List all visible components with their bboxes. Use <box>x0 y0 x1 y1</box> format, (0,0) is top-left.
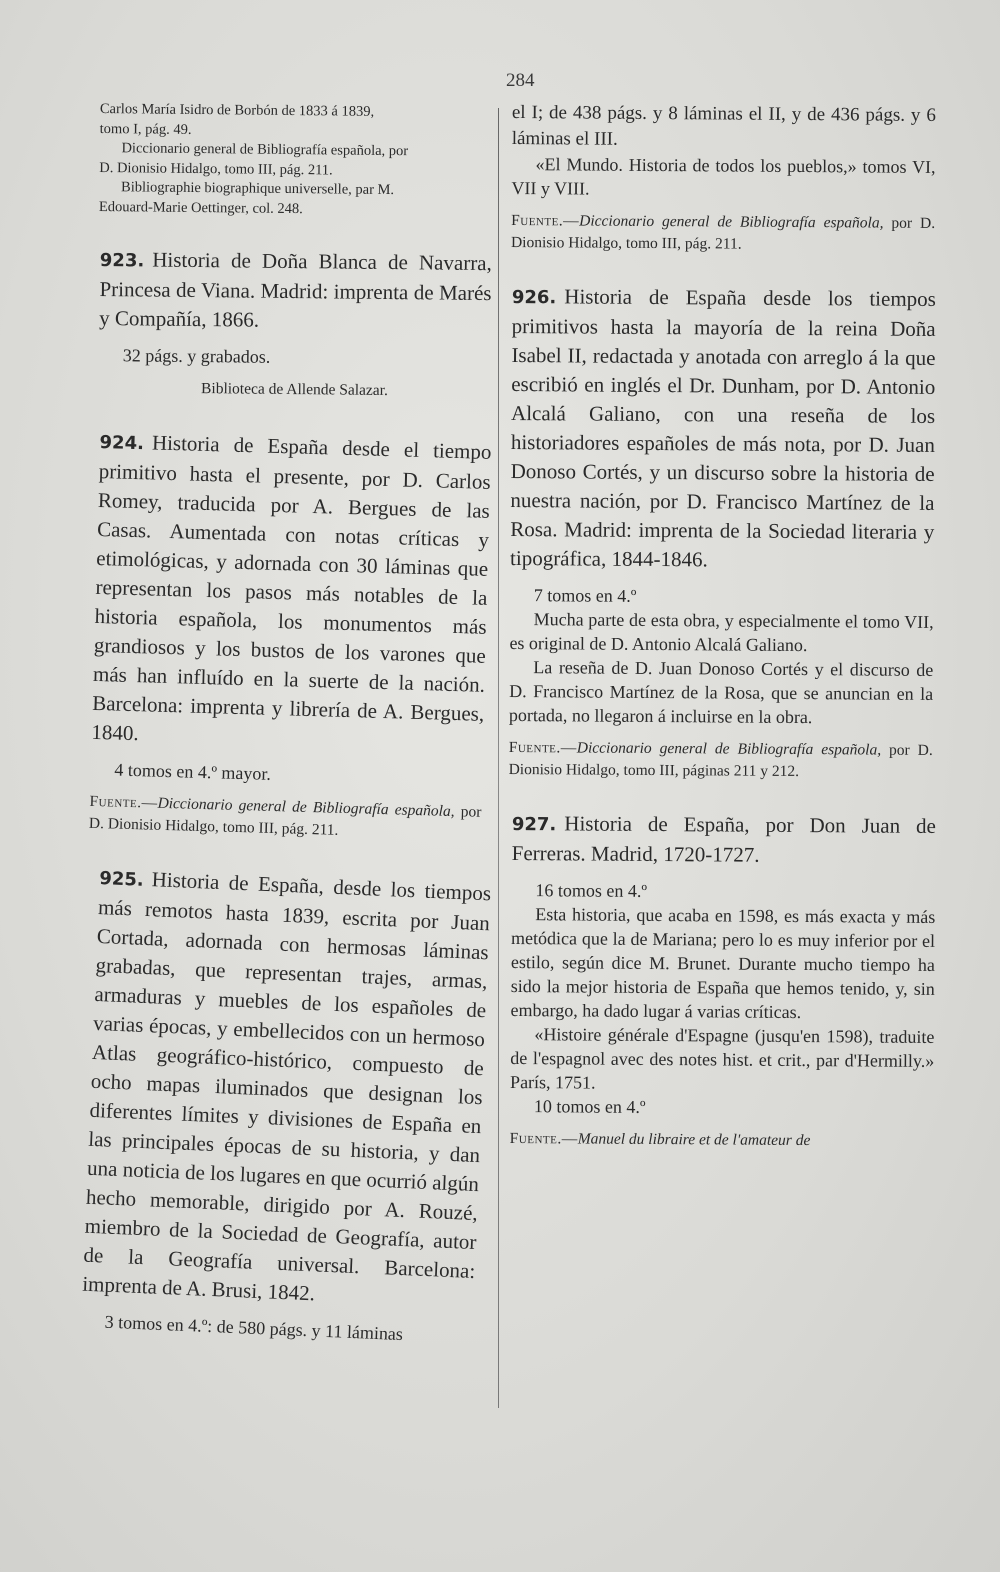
intro-source-line: Carlos María Isidro de Borbón de 1833 á 1839, <box>99 100 375 120</box>
source-rest: por D. Dionisio Hidalgo, tomo III, páginas 211 y 212. <box>508 741 933 781</box>
entry-text: Historia de España, por Don Juan de Ferreras. Madrid, 1720-1727. <box>511 811 936 867</box>
entry-923-title <box>99 245 492 337</box>
entry-extent: 4 tomos en 4.º mayor. <box>114 759 272 784</box>
source-label: Fuente.— <box>511 211 580 230</box>
intro-source-block <box>99 100 492 221</box>
entry-note: Mucha parte de esta obra, y especialmente el tomo VII, es original de D. Antonio Alcalá Galiano. <box>509 609 934 656</box>
source-ref: Diccionario general de Bibliografía española, <box>157 794 455 821</box>
entry-note: «Histoire générale d'Espagne (jusqu'en 1598), traduite de l'espagnol avec des notes hist. et crit., par d'Hermilly.» París, 1751. <box>510 1024 935 1093</box>
entry-923 <box>98 245 492 403</box>
entry-extent: 7 tomos en 4.º <box>533 585 637 606</box>
right-column <box>508 100 936 1150</box>
entry-extent: 16 tomos en 4.º <box>535 880 648 901</box>
entry-source <box>511 210 935 257</box>
entry-927 <box>510 809 936 1153</box>
intro-source-line: Diccionario general de Bibliografía española, por <box>121 140 409 160</box>
source-ref: Manuel du libraire et de l'amateur de <box>577 1130 811 1150</box>
entry-number: 924. <box>99 431 145 455</box>
column-divider <box>498 108 499 1408</box>
entry-holding: Biblioteca de Allende Salazar. <box>201 380 388 400</box>
source-label: Fuente.— <box>509 1129 578 1148</box>
entry-note: Esta historia, que acaba en 1598, es más exacta y más metódica que la de Mariana; pero lo es muy inferior por el estilo, según dice M. Brunet. Durante mucho tiempo ha sido la mejor historia de España que hemos tenido, y, sin embargo, ha dado lugar á varias críticas. <box>510 904 936 1023</box>
entry-extent: 10 tomos en 4.º <box>533 1096 646 1117</box>
intro-source-line: Bibliographie biographique universelle, par M. <box>121 179 395 199</box>
left-column <box>81 100 492 1345</box>
entry-text: Historia de España desde los tiempos primitivos hasta la mayoría de la reina Doña Isabel II, redactada y anotada con arreglo á la que escribió en inglés el Dr. Dunham, por D. Antonio Alcalá Galiano, con una reseña de los historiadores españoles de más nota, por D. Juan Donoso Cortés, y un discurso sobre la historia de nuestra nación, por D. Francisco Martínez de la Rosa. Madrid: imprenta de la Sociedad literaria y tipográfica, 1844-1846. <box>509 284 936 572</box>
intro-source-line: tomo I, pág. 49. <box>99 120 192 138</box>
source-ref: Diccionario general de Bibliografía española, <box>576 739 882 759</box>
intro-source-line: D. Dionisio Hidalgo, tomo III, pág. 211. <box>99 159 333 178</box>
intro-source-line: Edouard-Marie Oettinger, col. 248. <box>98 198 303 217</box>
entry-925-cont-text: el I; de 438 págs. y 8 láminas el II, y de 436 págs. y 6 láminas el III. <box>511 101 936 150</box>
entry-text: Historia de Doña Blanca de Navarra, Princesa de Viana. Madrid: imprenta de Marés y Compañía, 1866. <box>99 247 492 332</box>
entry-number: 925. <box>98 867 145 891</box>
entry-extent: 32 págs. y grabados. <box>122 345 271 367</box>
entry-927-title <box>512 809 936 871</box>
source-rest: por D. Dionisio Hidalgo, tomo III, pág. 211. <box>510 214 936 253</box>
entry-926-title <box>510 282 936 576</box>
entry-925-title <box>82 863 492 1315</box>
entry-925-continued <box>511 100 936 257</box>
entry-extent: 3 tomos en 4.º: de 580 págs. y 11 láminas <box>104 1311 404 1345</box>
entry-text: Historia de España, desde los tiempos más remotos hasta 1839, escrita por Juan Cortada, adornada con hermosas láminas grabadas, que representan trajes, armas, armaduras y muebles de los españoles de varias épocas, y embellecidos con un hermoso Atlas geográfico-histórico, compuesto de ocho mapas iluminados que designan los diferentes límites y divisiones de España en las principales épocas de su historia, y dan una noticia de los lugares en que ocurrió algún hecho memorable, dirigido por A. Rouzé, miembro de la Sociedad de Geografía, autor de la Geografía universal. Barcelona: imprenta de A. Brusi, 1842. <box>81 867 492 1306</box>
entry-number: 927. <box>511 813 557 836</box>
entry-924-title <box>91 427 492 758</box>
source-ref: Diccionario general de Bibliografía española, <box>579 212 884 232</box>
entry-925 <box>80 863 491 1349</box>
entry-926 <box>509 282 936 784</box>
source-label: Fuente.— <box>89 792 158 812</box>
entry-note: La reseña de D. Juan Donoso Cortés y el discurso de D. Francisco Martínez de la Rosa, que se anuncian en la portada, no llegaron á incluirse en la obra. <box>508 657 934 728</box>
entry-source <box>509 737 933 784</box>
entry-924 <box>89 427 492 846</box>
entry-note: «El Mundo. Historia de todos los pueblos,» tomos VI, VII y VIII. <box>511 154 936 199</box>
entry-number: 926. <box>511 286 557 309</box>
entry-text: Historia de España desde el tiempo primitivo hasta el presente, por D. Carlos Romey, traducida por A. Bergues de las Casas. Aumentada con notas críticas y etimológicas, y adornada con 30 láminas que representan los pasos más notables de la historia española, los monumentos más grandiosos y los bustos de los varones que más han influído en la suerte de la nación. Barcelona: imprenta y librería de A. Bergues, 1840. <box>91 430 492 746</box>
entry-number: 923. <box>99 249 145 272</box>
entry-source <box>510 1128 934 1153</box>
source-rest: por D. Dionisio Hidalgo, tomo III, pág. 211. <box>88 803 482 839</box>
page-number: 284 <box>506 70 535 91</box>
source-label: Fuente.— <box>508 738 577 757</box>
